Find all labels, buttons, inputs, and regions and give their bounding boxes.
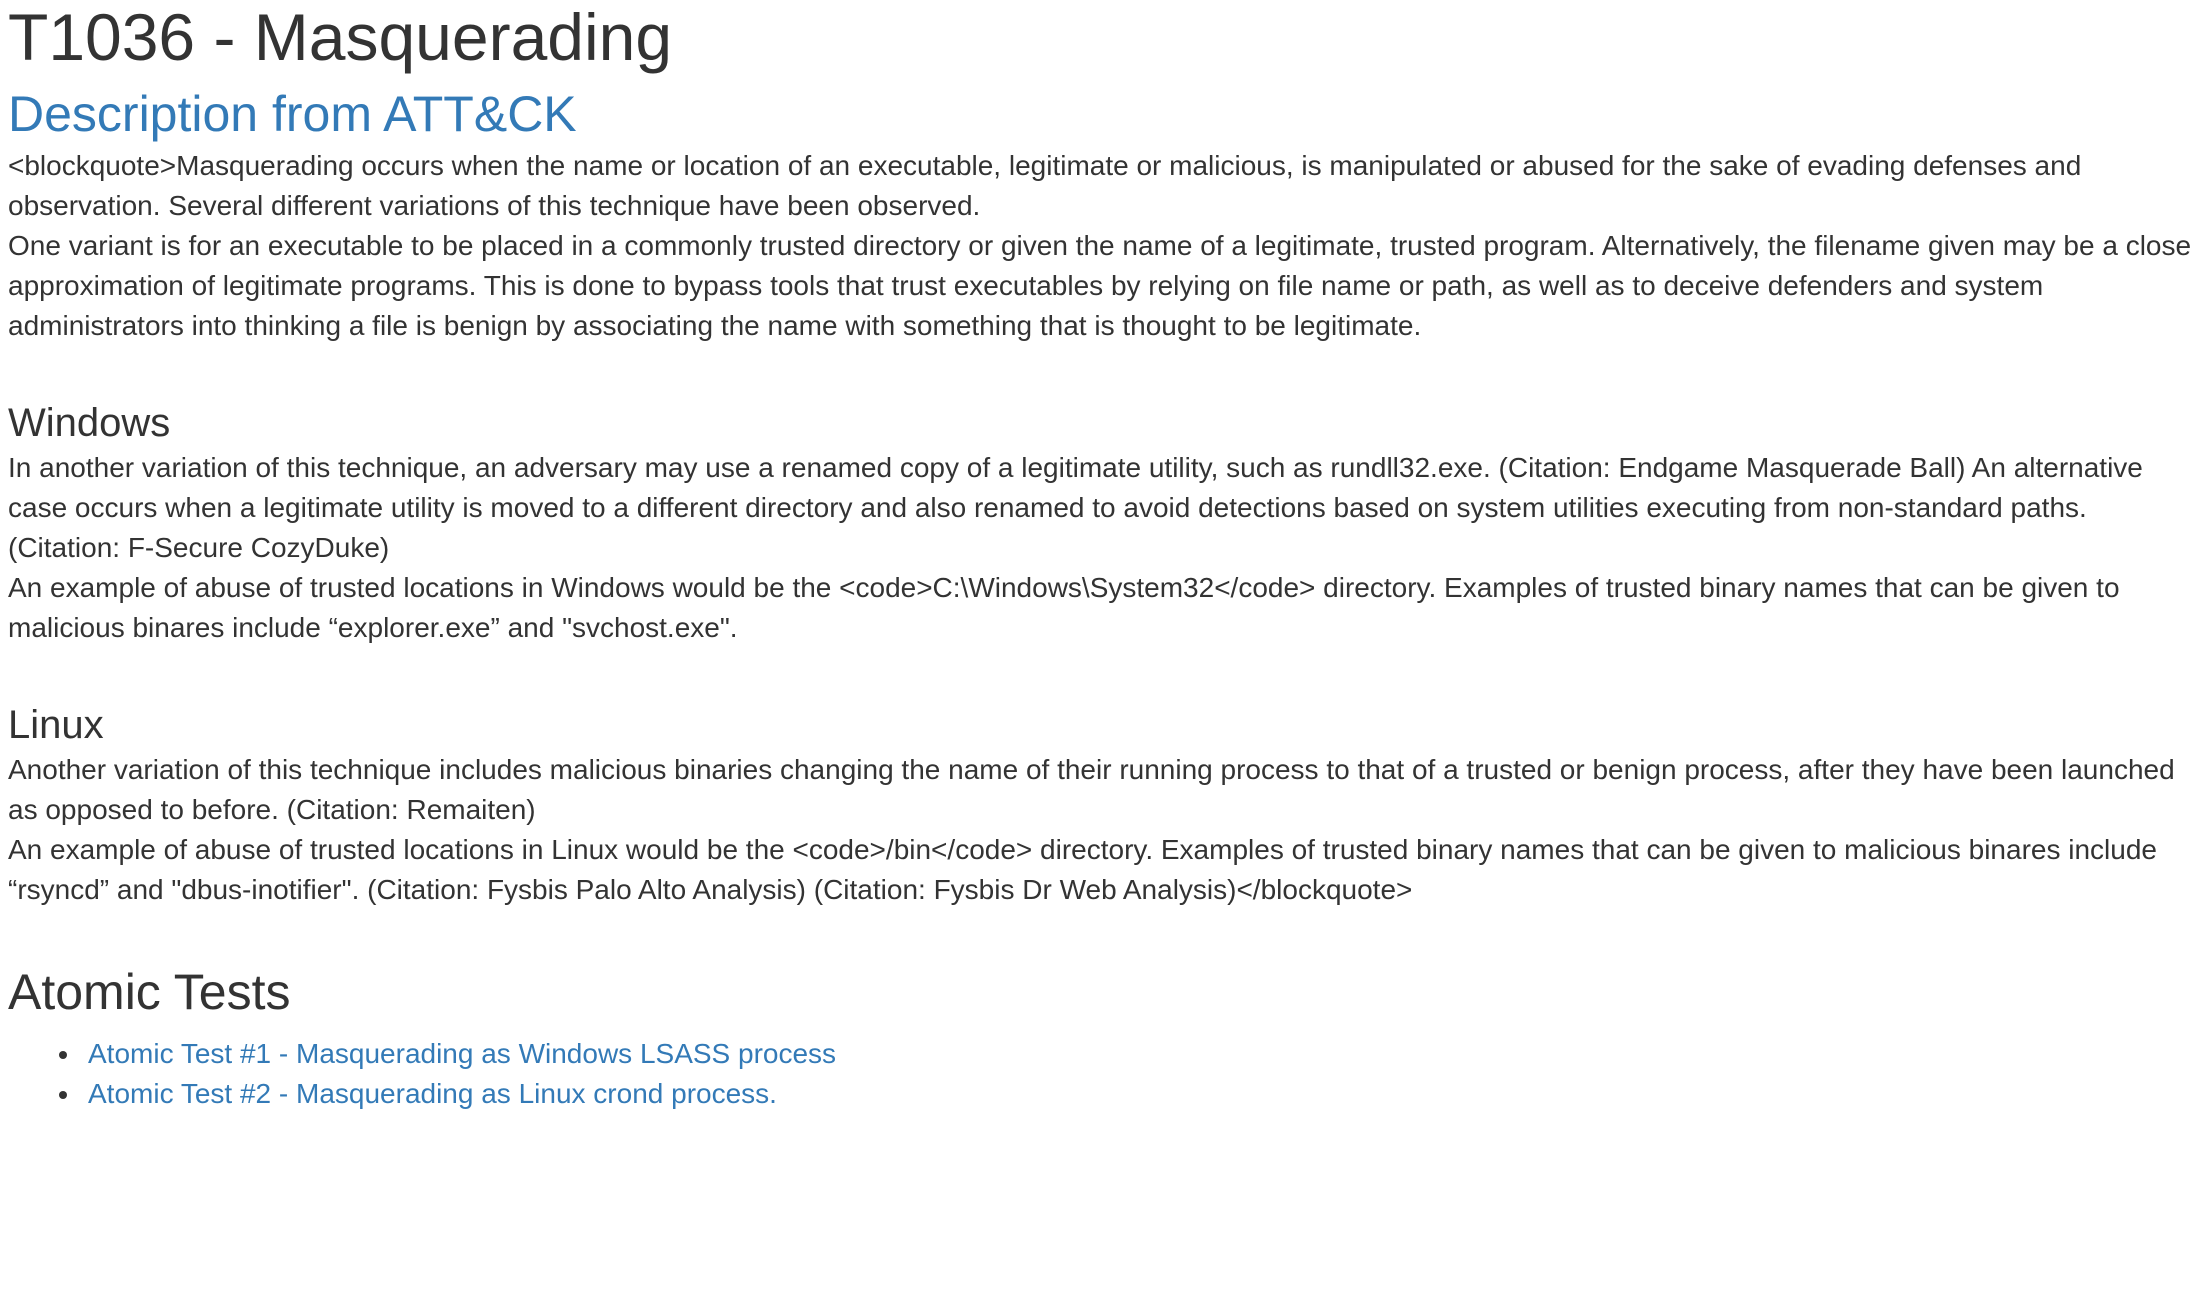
windows-paragraph-1: In another variation of this technique, an adversary may use a renamed copy of a legitimate utility, such as rundll32.exe. (Citation: Endgame Masquerade Ball) An alternative case occurs when a legitimate utility is moved to a different directory and also renamed to avoid detections based on system utilities executing from non-standard paths. (Citation: F-Secure CozyDuke) [8, 452, 2143, 563]
atomic-test-1-link[interactable]: Atomic Test #1 - Masquerading as Windows LSASS process [88, 1038, 837, 1069]
page-title: T1036 - Masquerading [8, 0, 673, 74]
linux-paragraph-2: An example of abuse of trusted locations in Linux would be the <code>/bin</code> directory. Examples of trusted binary names that can be given to malicious binares include “rsyncd” and "dbus-inotifier". (Citation: Fysbis Palo Alto Analysis) (Citation: Fysbis Dr Web Analysis)</blockquote> [8, 834, 2157, 905]
atomic-test-2-link[interactable]: Atomic Test #2 - Masquerading as Linux crond process. [88, 1078, 777, 1109]
list-item [88, 1034, 2202, 1074]
description-paragraph-1: <blockquote>Masquerading occurs when the name or location of an executable, legitimate or malicious, is manipulated or abused for the sake of evading defenses and observation. Several different variations of this technique have been observed. [8, 150, 2082, 221]
atomic-tests-list [8, 1034, 2202, 1114]
list-item [88, 1074, 2202, 1114]
linux-paragraph-1: Another variation of this technique includes malicious binaries changing the name of their running process to that of a trusted or benign process, after they have been launched as opposed to before. (Citation: Remaiten) [8, 754, 2175, 825]
bullet-icon [59, 1091, 67, 1099]
windows-heading: Windows [8, 401, 171, 445]
windows-paragraph-2: An example of abuse of trusted locations in Windows would be the <code>C:\Windows\System32</code> directory. Examples of trusted binary names that can be given to malicious binares include “explorer.exe” and "svchost.exe". [8, 572, 2120, 643]
bullet-icon [59, 1051, 67, 1059]
description-heading: Description from ATT&CK [8, 86, 577, 142]
atomic-tests-heading: Atomic Tests [8, 964, 291, 1020]
linux-heading: Linux [8, 703, 104, 747]
description-paragraph-2: One variant is for an executable to be placed in a commonly trusted directory or given the name of a legitimate, trusted program. Alternatively, the filename given may be a close approximation of legitimate programs. This is done to bypass tools that trust executables by relying on file name or path, as well as to deceive defenders and system administrators into thinking a file is benign by associating the name with something that is thought to be legitimate. [8, 230, 2192, 341]
